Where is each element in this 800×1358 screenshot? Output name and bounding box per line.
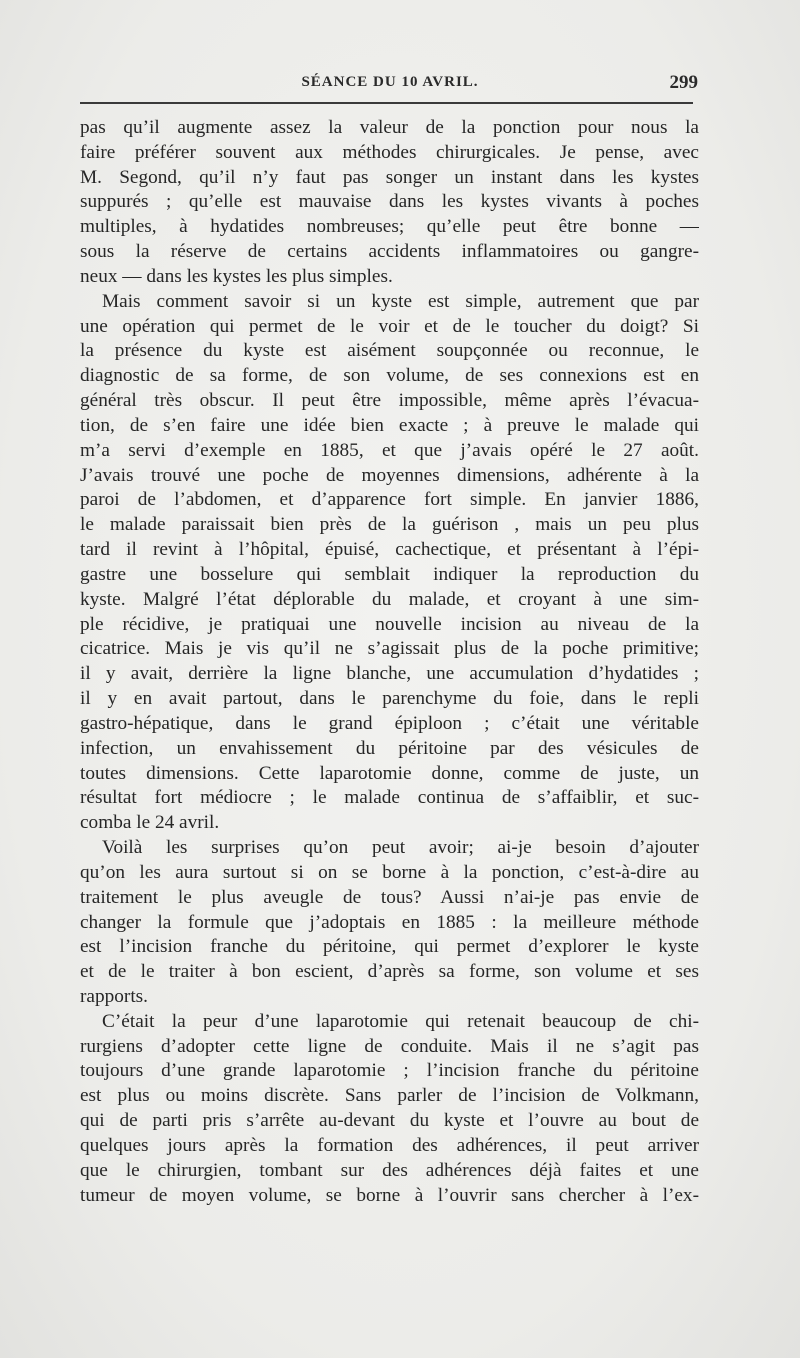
text-line: Voilà les surprises qu’on peut avoir; ai-je besoin d’ajouter: [102, 837, 699, 859]
text-line: changer la formule que j’adoptais en 1885 : la meilleure méthode: [80, 911, 699, 933]
text-line: rapports.: [80, 985, 149, 1007]
text-line: J’avais trouvé une poche de moyennes dimensions, adhérente à la: [80, 464, 699, 486]
text-line: m’a servi d’exemple en 1885, et que j’avais opéré le 27 août.: [80, 439, 699, 461]
text-line: suppurés ; qu’elle est mauvaise dans les kystes vivants à poches: [80, 191, 699, 213]
text-line: ple récidive, je pratiquai une nouvelle incision au niveau de la: [80, 613, 699, 635]
text-line: est l’incision franche du péritoine, qui permet d’explorer le kyste: [80, 936, 699, 958]
text-line: que le chirurgien, tombant sur des adhérences déjà faites et une: [80, 1159, 699, 1181]
text-line: infection, un envahissement du péritoine par des vésicules de: [80, 737, 699, 759]
text-line: gastre une bosselure qui semblait indiquer la reproduction du: [80, 563, 699, 585]
text-line: diagnostic de sa forme, de son volume, de ses connexions est en: [80, 365, 699, 387]
text-line: une opération qui permet de le voir et de le toucher du doigt? Si: [80, 315, 699, 337]
text-line: tumeur de moyen volume, se borne à l’ouvrir sans chercher à l’ex-: [80, 1184, 699, 1206]
text-line: la présence du kyste est aisément soupçonnée ou reconnue, le: [80, 340, 699, 362]
text-line: pas qu’il augmente assez la valeur de la ponction pour nous la: [80, 117, 699, 138]
text-line: paroi de l’abdomen, et d’apparence fort simple. En janvier 1886,: [80, 489, 699, 511]
running-head: SÉANCE DU 10 AVRIL.: [301, 74, 479, 90]
text-line: il y avait, derrière la ligne blanche, une accumulation d’hydatides ;: [80, 663, 699, 685]
text-line: le malade paraissait bien près de la guérison , mais un peu plus: [80, 514, 699, 536]
text-line: général très obscur. Il peut être impossible, même après l’évacua-: [80, 390, 699, 412]
text-line: quelques jours après la formation des adhérences, il peut arriver: [80, 1134, 699, 1156]
text-line: comba le 24 avril.: [80, 812, 220, 834]
text-line: M. Segond, qu’il n’y faut pas songer un instant dans les kystes: [80, 166, 699, 188]
text-line: kyste. Malgré l’état déplorable du malade, et croyant à une sim-: [80, 588, 699, 610]
text-line: est plus ou moins discrète. Sans parler de l’incision de Volkmann,: [80, 1085, 699, 1107]
page-header: [80, 70, 700, 98]
text-line: toujours d’une grande laparotomie ; l’incision franche du péritoine: [80, 1060, 699, 1082]
text-line: multiples, à hydatides nombreuses; qu’elle peut être bonne —: [80, 216, 699, 238]
text-line: cicatrice. Mais je vis qu’il ne s’agissait plus de la poche primitive;: [80, 638, 699, 660]
text-line: traitement le plus aveugle de tous? Aussi n’ai-je pas envie de: [80, 886, 699, 908]
text-line: tion, de s’en faire une idée bien exacte ; à preuve le malade qui: [80, 414, 699, 436]
text-line: qu’on les aura surtout si on se borne à la ponction, c’est-à-dire au: [80, 861, 699, 883]
body-text: [80, 116, 699, 1208]
text-line: faire préférer souvent aux méthodes chirurgicales. Je pense, avec: [80, 141, 699, 163]
text-line: rurgiens d’adopter cette ligne de conduite. Mais il ne s’agit pas: [80, 1035, 699, 1057]
text-line: tard il revint à l’hôpital, épuisé, cachectique, et présentant à l’épi-: [80, 539, 699, 561]
text-line: C’était la peur d’une laparotomie qui retenait beaucoup de chi-: [102, 1010, 699, 1032]
text-line: qui de parti pris s’arrête au-devant du kyste et l’ouvre au bout de: [80, 1110, 699, 1132]
header-rule: [80, 102, 693, 104]
text-line: et de le traiter à bon escient, d’après sa forme, son volume et ses: [80, 961, 699, 983]
text-line: Mais comment savoir si un kyste est simple, autrement que par: [102, 290, 699, 312]
text-line: il y en avait partout, dans le parenchyme du foie, dans le repli: [80, 688, 699, 710]
text-line: toutes dimensions. Cette laparotomie donne, comme de juste, un: [80, 762, 699, 784]
page-number: 299: [669, 72, 698, 93]
text-line: sous la réserve de certains accidents inflammatoires ou gangre-: [80, 241, 699, 263]
text-line: résultat fort médiocre ; le malade continua de s’affaiblir, et suc-: [80, 787, 699, 809]
text-line: neux — dans les kystes les plus simples.: [80, 265, 393, 287]
text-line: gastro-hépatique, dans le grand épiploon ; c’était une véritable: [80, 712, 699, 734]
